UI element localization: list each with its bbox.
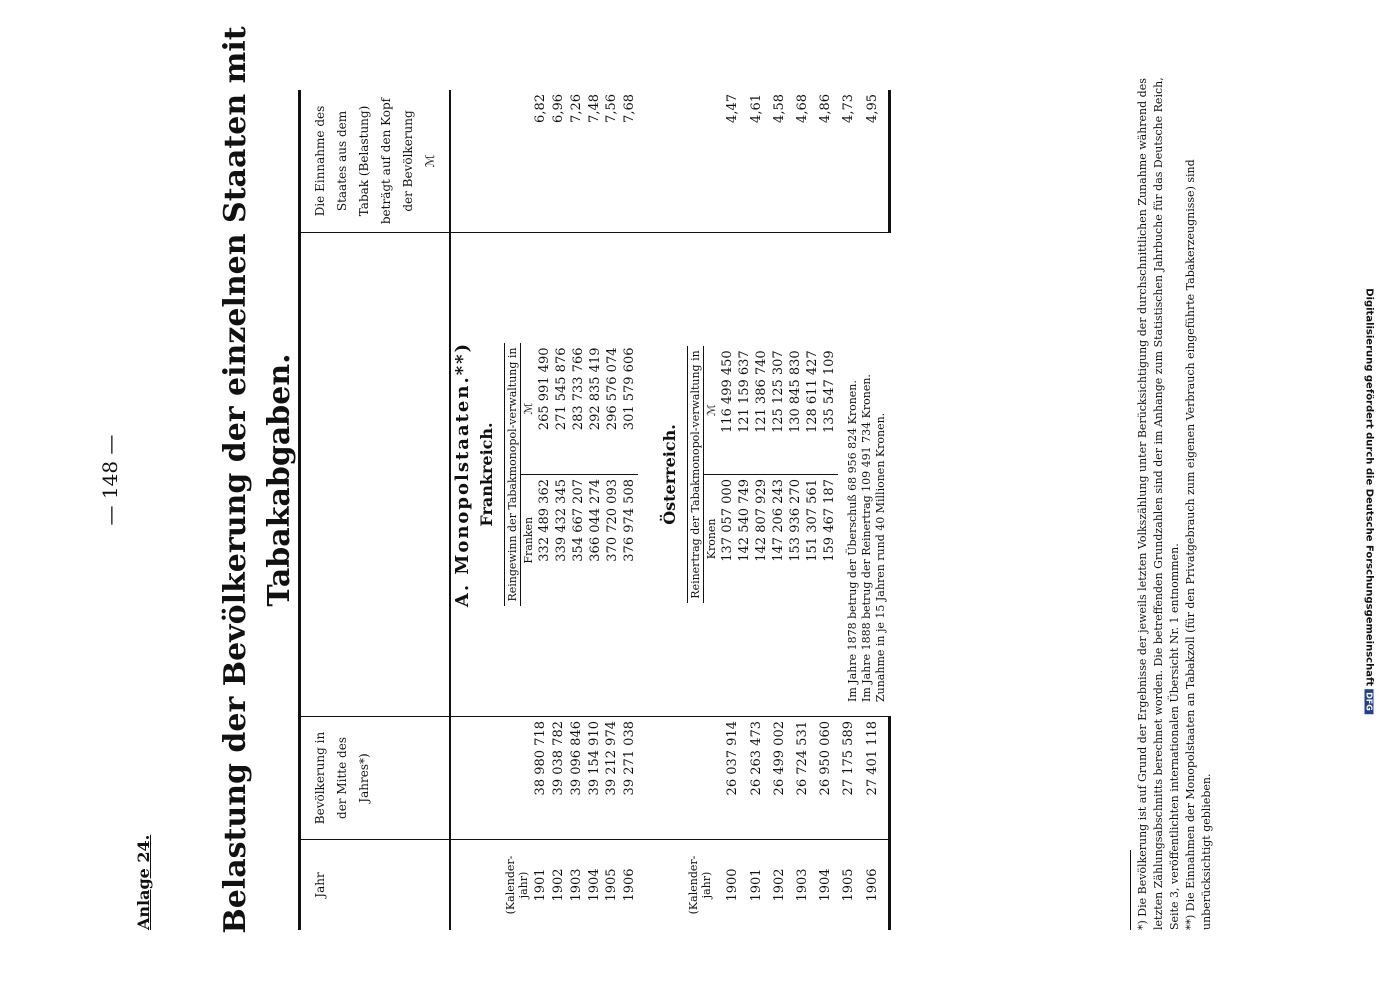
austria-note-1888: Im Jahre 1888 betrug der Reinertrag 109 491 734 Kronen. bbox=[860, 374, 873, 702]
austria-revenue-table bbox=[687, 346, 838, 602]
france-revenue-row: 339 432 345 271 545 876 bbox=[553, 343, 570, 605]
austria-revenue-row: 147 206 243 125 125 307 bbox=[770, 346, 787, 602]
header-population: Bevölkerung in der Mitte des Jahres*) bbox=[300, 717, 451, 840]
header-per-head-text: Die Einnahme des Staates aus dem Tabak (Belastung) beträgt auf den Kopf der Bevölkerung bbox=[313, 97, 415, 225]
title-line-2: Tabakabgaben. bbox=[262, 353, 297, 607]
country-heading-austria: Österreich. bbox=[660, 424, 679, 525]
header-year: Jahr bbox=[300, 840, 451, 931]
austria-row: 1900 26 037 914 4,47 bbox=[724, 90, 747, 930]
france-row: 1901 38 980 718 6,82 bbox=[532, 90, 550, 930]
header-middle bbox=[300, 233, 451, 717]
france-revenue-row: 354 667 207 283 733 766 bbox=[570, 343, 587, 605]
france-row: 1902 39 038 782 6,96 bbox=[550, 90, 568, 930]
france-unit-mark: ℳ bbox=[522, 402, 535, 415]
austria-revenue-row: 142 540 749 121 159 637 bbox=[736, 346, 753, 602]
austria-note-growth: Zunahme in je 15 Jahren rund 40 Millionen Kronen. bbox=[874, 412, 887, 702]
austria-note-1878: Im Jahre 1878 betrug der Überschuß 68 956 824 Kronen. bbox=[846, 380, 859, 702]
document-page bbox=[90, 0, 1240, 960]
france-revenue-row: 366 044 274 292 835 419 bbox=[587, 343, 604, 605]
austria-revenue-row: 159 467 187 135 547 109 bbox=[821, 346, 838, 602]
austria-row: 1906 27 401 118 4,95 bbox=[864, 90, 889, 930]
france-row: 1904 39 154 910 7,48 bbox=[586, 90, 604, 930]
austria-revenue-row: 137 057 000 116 499 450 bbox=[719, 346, 736, 602]
digitization-text: Digitalisierung gefördert durch die Deutsche Forschungsgemeinschaft bbox=[1363, 287, 1375, 686]
austria-row: 1905 27 175 589 4,73 bbox=[840, 90, 863, 930]
annex-label: Anlage 24. bbox=[134, 834, 153, 930]
austria-notes bbox=[846, 237, 888, 712]
austria-row: 1901 26 263 473 4,61 bbox=[748, 90, 771, 930]
section-heading-monopoly: A. Monopolstaaten.**) bbox=[452, 341, 473, 608]
france-revenue-table bbox=[504, 343, 638, 605]
page-number: — 148 — bbox=[98, 434, 122, 526]
austria-revenue-row: 153 936 270 130 845 830 bbox=[787, 346, 804, 602]
france-row: 1903 39 096 846 7,26 bbox=[568, 90, 586, 930]
austria-row: 1902 26 499 002 4,58 bbox=[771, 90, 794, 930]
austria-row: 1904 26 950 060 4,86 bbox=[817, 90, 840, 930]
austria-group-header: Reinertrag der Tabakmonopol-verwaltung in bbox=[688, 346, 704, 602]
page-title bbox=[214, 0, 302, 960]
tobacco-burden-table bbox=[298, 90, 891, 930]
dfg-logo: DFG bbox=[1365, 689, 1374, 714]
austria-revenue-row: 151 307 561 128 611 427 bbox=[804, 346, 821, 602]
france-unit-francs: Franken bbox=[521, 475, 537, 606]
france-year-label: (Kalender-jahr) bbox=[504, 855, 530, 915]
france-row: 1905 39 212 974 7,56 bbox=[603, 90, 621, 930]
france-group-header: Reingewinn der Tabakmonopol-verwaltung in bbox=[505, 343, 521, 605]
digitization-note bbox=[1358, 8, 1380, 993]
france-revenue-row: 332 489 362 265 991 490 bbox=[536, 343, 553, 605]
title-line-1: Belastung der Bevölkerung der einzelnen Staaten mit bbox=[218, 26, 253, 934]
country-heading-france: Frankreich. bbox=[477, 422, 496, 527]
austria-unit-mark: ℳ bbox=[705, 404, 718, 417]
france-row: 1906 39 271 038 7,68 bbox=[621, 90, 639, 930]
footnotes bbox=[1130, 70, 1215, 930]
header-per-head bbox=[300, 90, 451, 233]
austria-row: 1903 26 724 531 4,68 bbox=[794, 90, 817, 930]
footnote-monopoly: **) Die Einnahmen der Monopolstaaten an Tabakzoll (für den Privatgebrauch zum eigenen Verbrauch eingeführte Tabakerzeugnisse) sind unberücksichtigt geblieben. bbox=[1184, 159, 1213, 930]
austria-revenue-row: 142 807 929 121 386 740 bbox=[753, 346, 770, 602]
france-revenue-row: 376 974 508 301 579 606 bbox=[621, 343, 638, 605]
header-per-head-unit: ℳ bbox=[423, 154, 437, 168]
austria-year-label: (Kalender-jahr) bbox=[687, 855, 713, 915]
france-revenue-row: 370 720 093 296 576 074 bbox=[604, 343, 621, 605]
austria-unit-kronen: Kronen bbox=[704, 475, 720, 603]
footnote-rule bbox=[1130, 850, 1131, 930]
footnote-population: *) Die Bevölkerung ist auf Grund der Ergebnisse der jeweils letzten Volkszählung unter Berücksichtigung der durchschnittlichen Zunahme während des letzten Zählungsabschnitts berechnet worden. Die betreffenden Grundzahlen sind der im Anhange zum Statistischen Jahrbuche für das Deutsche Reich, Seite 3, veröffentlichten internationalen Übersicht Nr. 1 entnommen. bbox=[1136, 77, 1181, 930]
